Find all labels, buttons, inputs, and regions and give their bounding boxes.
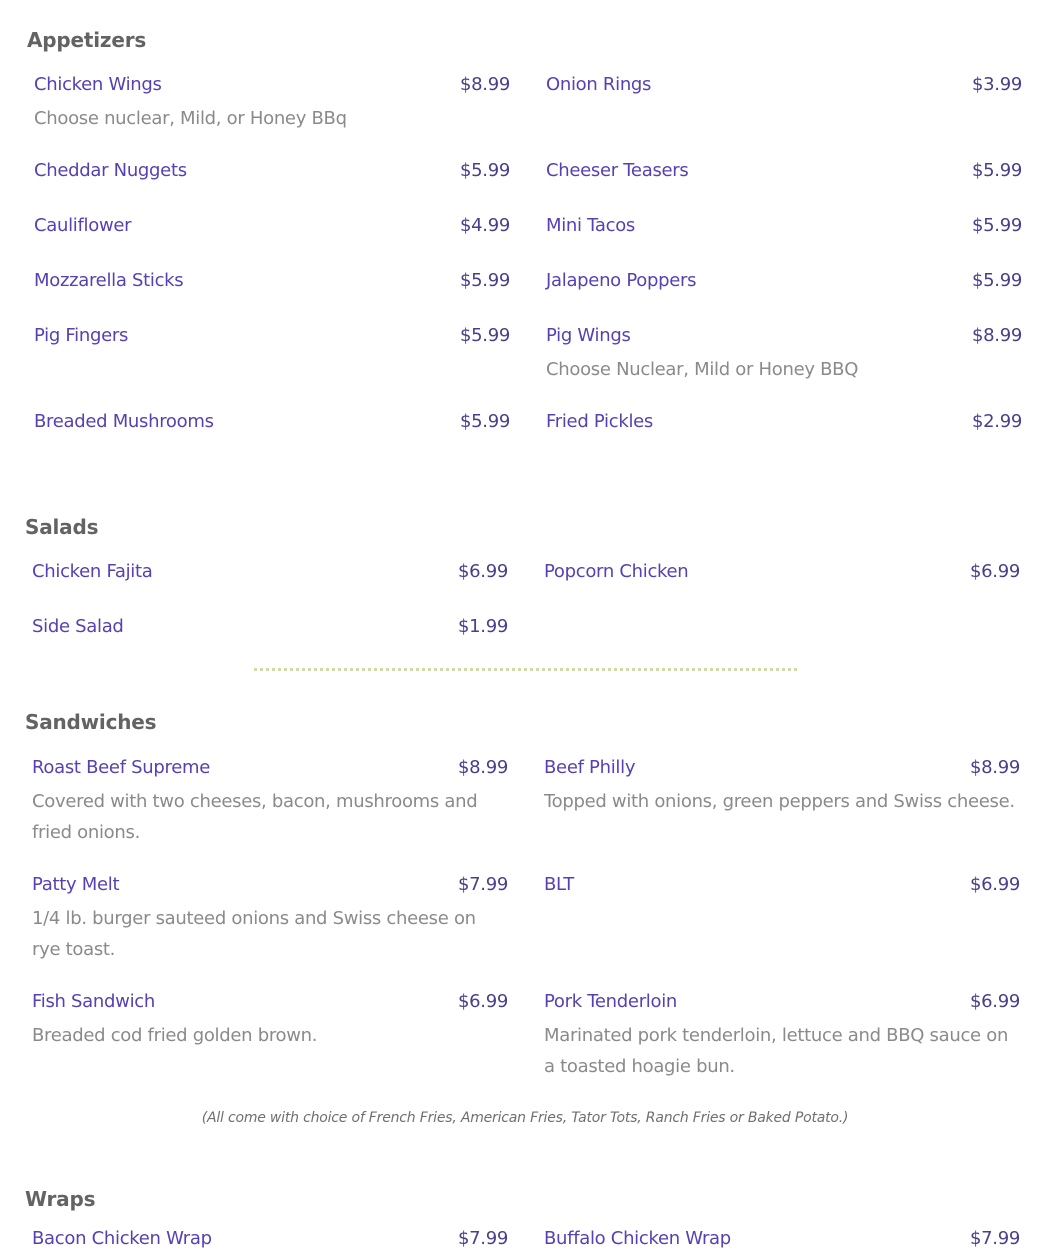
item-price: $6.99 [457,561,508,582]
menu-item [544,755,1020,817]
item-name[interactable]: Bacon Chicken Wrap [32,1228,212,1249]
menu-item [32,872,508,965]
item-name[interactable]: Cheddar Nuggets [34,160,187,181]
item-name[interactable]: Side Salad [32,616,124,637]
menu-item [546,158,1022,184]
menu-item [32,559,508,585]
item-name[interactable]: Fried Pickles [546,411,654,432]
item-price: $6.99 [969,874,1020,895]
item-description: Choose nuclear, Mild, or Honey BBq [34,108,347,129]
item-name[interactable]: Popcorn Chicken [544,561,689,582]
item-price: $5.99 [971,215,1022,236]
menu-item [34,213,510,239]
sides-note: (All come with choice of French Fries, American Fries, Tator Tots, Ranch Fries or Baked Potato.) [201,1110,849,1126]
item-description: Choose Nuclear, Mild or Honey BBQ [546,359,859,380]
menu-item [544,989,1020,1082]
item-price: $7.99 [969,1228,1020,1249]
item-price: $7.99 [457,1228,508,1249]
item-description: Marinated pork tenderloin, lettuce and BBQ sauce on a toasted hoagie bun. [544,1025,1009,1077]
item-name[interactable]: Cauliflower [34,215,132,236]
item-name[interactable]: Jalapeno Poppers [546,270,697,291]
item-price: $1.99 [457,616,508,637]
section-title-wraps: Wraps [25,1187,96,1211]
item-description: 1/4 lb. burger sauteed onions and Swiss cheese on rye toast. [32,908,476,960]
section-divider [254,668,797,671]
item-price: $5.99 [971,270,1022,291]
menu-item [34,72,510,134]
item-price: $5.99 [459,160,510,181]
menu-item [32,1226,508,1252]
section-title-salads: Salads [25,515,99,539]
menu-item [32,989,508,1051]
item-price: $5.99 [459,270,510,291]
item-name[interactable]: Buffalo Chicken Wrap [544,1228,731,1249]
item-name[interactable]: Chicken Wings [34,74,162,95]
item-description: Breaded cod fried golden brown. [32,1025,318,1046]
item-price: $8.99 [459,74,510,95]
menu-item [546,409,1022,435]
menu-item [32,614,508,640]
item-name[interactable]: BLT [544,874,574,895]
item-price: $5.99 [459,411,510,432]
item-name[interactable]: Mozzarella Sticks [34,270,184,291]
item-name[interactable]: Cheeser Teasers [546,160,689,181]
menu-item [544,872,1020,898]
item-price: $4.99 [459,215,510,236]
item-price: $8.99 [457,757,508,778]
section-title-sandwiches: Sandwiches [25,710,157,734]
menu-item [544,1226,1020,1252]
menu-item [34,409,510,435]
menu-item [34,268,510,294]
section-title-appetizers: Appetizers [27,28,147,52]
menu-item [34,158,510,184]
menu-item [34,323,510,349]
menu-item [546,72,1022,98]
item-name[interactable]: Mini Tacos [546,215,635,236]
item-name[interactable]: Fish Sandwich [32,991,155,1012]
menu-item [544,559,1020,585]
item-name[interactable]: Roast Beef Supreme [32,757,211,778]
item-name[interactable]: Chicken Fajita [32,561,153,582]
item-price: $6.99 [457,991,508,1012]
item-name[interactable]: Beef Philly [544,757,636,778]
item-price: $6.99 [969,991,1020,1012]
menu-item [546,213,1022,239]
item-price: $2.99 [971,411,1022,432]
item-description: Topped with onions, green peppers and Swiss cheese. [544,791,1015,812]
item-description: Covered with two cheeses, bacon, mushrooms and fried onions. [32,791,478,843]
item-name[interactable]: Breaded Mushrooms [34,411,214,432]
item-price: $7.99 [457,874,508,895]
item-price: $8.99 [969,757,1020,778]
item-price: $3.99 [971,74,1022,95]
item-name[interactable]: Onion Rings [546,74,652,95]
item-price: $5.99 [459,325,510,346]
menu-item [546,268,1022,294]
item-name[interactable]: Pig Fingers [34,325,129,346]
item-name[interactable]: Patty Melt [32,874,120,895]
item-price: $6.99 [969,561,1020,582]
menu-item [32,755,508,848]
item-price: $8.99 [971,325,1022,346]
item-name[interactable]: Pig Wings [546,325,631,346]
menu-item [546,323,1022,385]
item-price: $5.99 [971,160,1022,181]
item-name[interactable]: Pork Tenderloin [544,991,678,1012]
